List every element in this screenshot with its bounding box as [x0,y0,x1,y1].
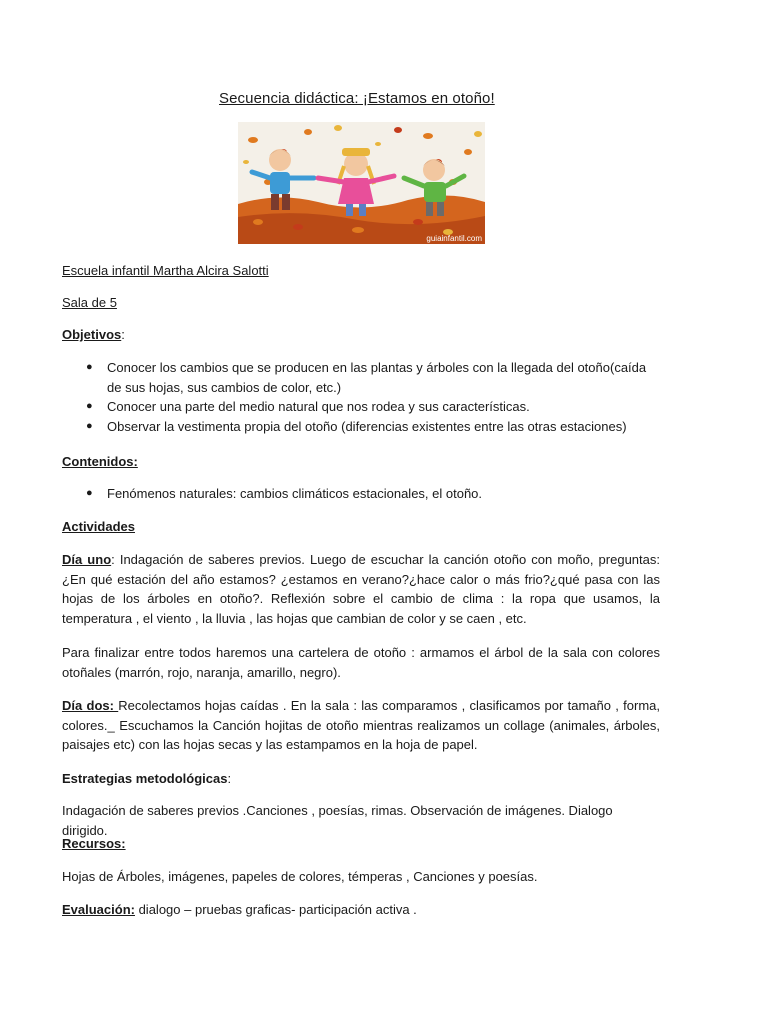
actividades-heading: Actividades [62,519,135,534]
illustration-watermark: guiainfantil.com [426,234,482,243]
objetivos-list [62,358,660,436]
contenidos-list [62,484,660,504]
evaluacion-paragraph: Evaluación: dialogo – pruebas graficas- participación activa . [62,902,417,917]
bullet-icon: ● [86,419,93,432]
autumn-children-illustration [238,122,485,244]
list-item: ● Conocer los cambios que se producen en las plantas y árboles con la llegada del otoño(caída de sus hojas, sus cambios de color, etc.) [86,360,647,395]
objetivos-heading-text: Objetivos [62,327,122,342]
contenidos-heading: Contenidos: [62,454,138,469]
bullet-icon: ● [86,361,93,373]
dia-uno-paragraph: Día uno: Indagación de saberes previos. Luego de escuchar la canción otoño con moño, preguntas: ¿En qué estación del año estamos? ¿estamos en verano?¿hace calor o más frio?¿qué pasa con las hojas de los árboles en otoño?. Reflexión sobre el cambio de clima : la ropa que usamos, la temperatura , el viento , la lluvia , las hojas que cambian de color y se caen , etc. [62,552,660,626]
estrategias-heading-text: Estrategias metodológicas [62,771,228,786]
bullet-icon: ● [86,487,93,499]
estrategias-colon: : [227,771,232,786]
estrategias-text: Indagación de saberes previos .Canciones , poesías, rimas. Observación de imágenes. Dialogo dirigido. [62,803,613,838]
objetivos-heading [62,325,660,345]
evaluacion-heading: Evaluación: [62,902,135,917]
list-item: ● Observar la vestimenta propia del otoño (diferencias existentes entre las otras estaciones) [62,417,660,437]
objetivos-colon: : [121,327,125,342]
bullet-icon: ● [86,400,93,412]
dia-uno-label: Día uno [62,552,112,567]
list-item: ● Fenómenos naturales: cambios climáticos estacionales, el otoño. [62,484,660,504]
dia-dos-label: Día dos: [62,698,119,713]
dia-dos-paragraph: Día dos: Recolectamos hojas caídas . En la sala : las comparamos , clasificamos por tamaño , forma, colores._ Escuchamos la Canción hojitas de otoño mientras realizamos un collage (animales, árboles, paisajes etc) con las hojas secas y las estampamos en la hoja de papel. [62,698,660,752]
list-item: ● Conocer una parte del medio natural que nos rodea y sus características. [62,397,660,417]
estrategias-heading [62,769,660,789]
recursos-text: Hojas de Árboles, imágenes, papeles de colores, témperas , Canciones y poesías. [62,869,538,884]
sala-label: Sala de 5 [62,295,117,310]
school-name: Escuela infantil Martha Alcira Salotti [62,263,269,278]
recursos-heading: Recursos: [62,836,126,851]
document-title: Secuencia didáctica: ¡Estamos en otoño! [219,90,495,107]
para-finalizar-paragraph: Para finalizar entre todos haremos una cartelera de otoño : armamos el árbol de la sala con colores otoñales (marrón, rojo, naranja, amarillo, negro). [62,645,660,680]
